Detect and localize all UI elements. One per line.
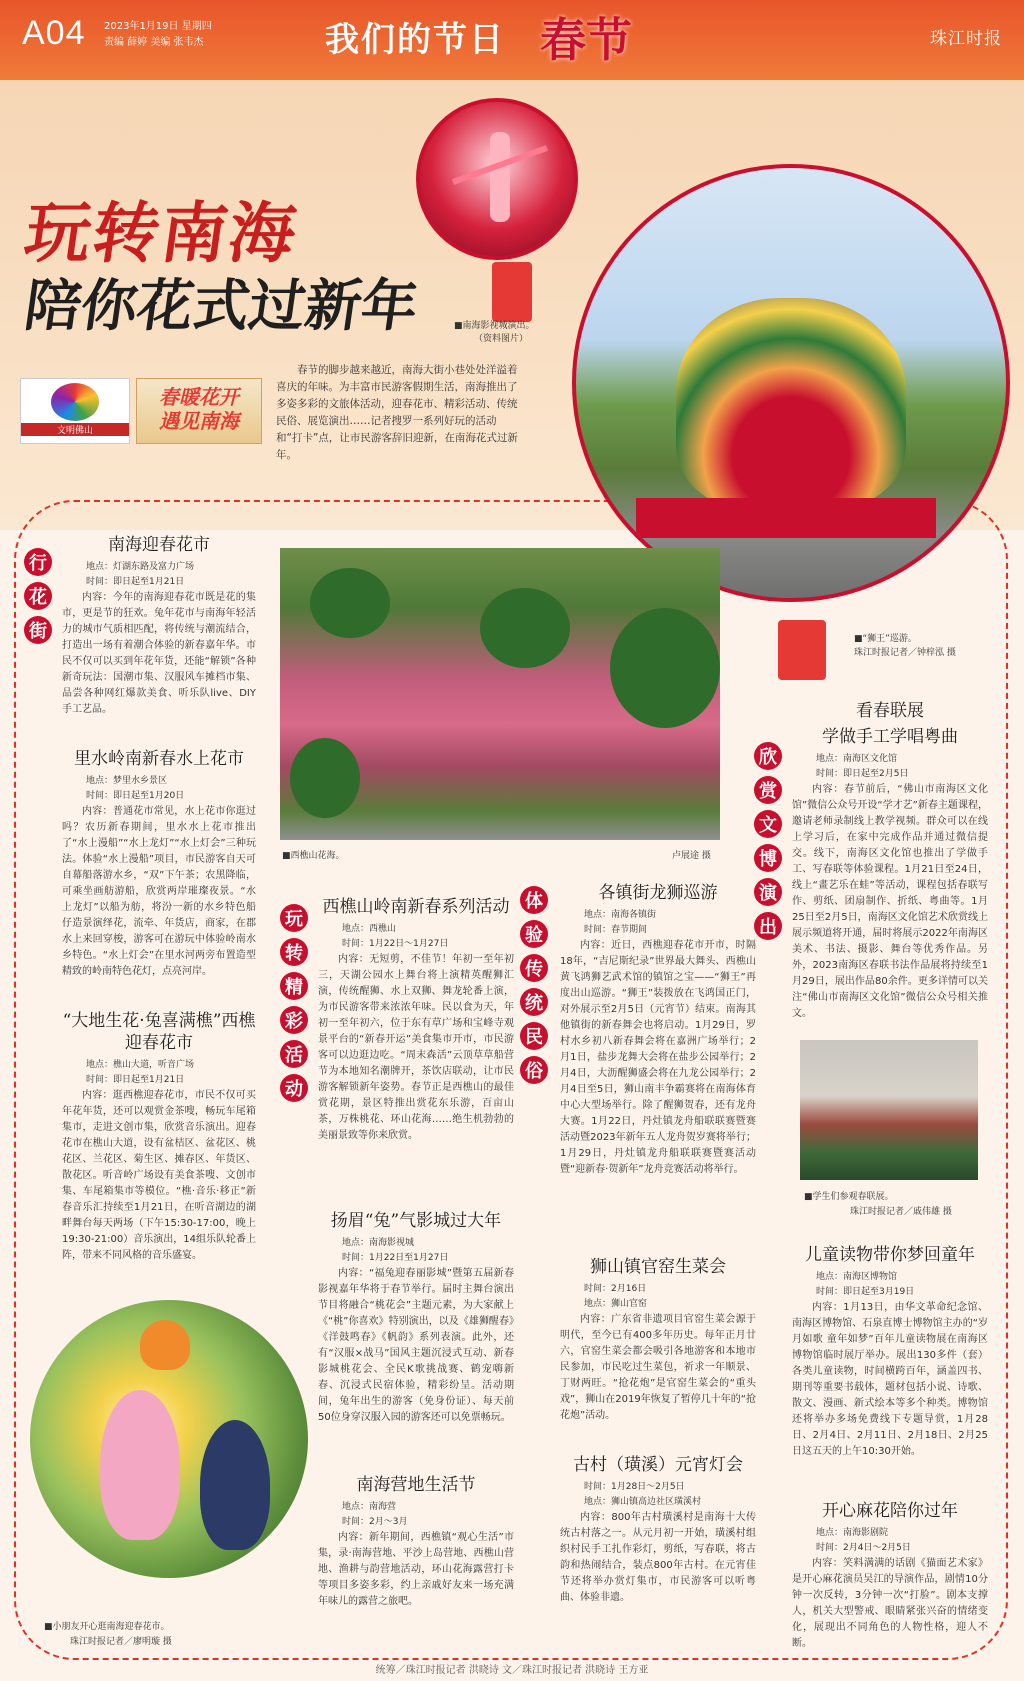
logo-ring-icon [51,383,99,421]
tree [610,608,720,728]
label-char: 玩 [280,904,308,932]
article-body: 内容：广东省非遗项目官窑生菜会源于明代，至今已有400多年历史。每年正月廿六，官窑生菜会都会吸引各地游客和本地市民参加，市民吃过生菜包，祈求一年顺景、丁财两旺。“抢花炮”是官窑生菜会的“重头戏”，狮山在2019年恢复了暂停几十年的“抢花炮”活动。 [560,1314,756,1421]
parade-cart [636,498,936,538]
caption-line: ■“狮王”巡游。 [854,634,917,644]
article-water-market [62,748,256,980]
article-body: 内容：800年古村璜溪村是南海十大传统古村落之一。从元月初一开始，璜溪村组织村民手工扎作彩灯，剪纸，写春联，将古韵和热闹结合，装点800年古村。在元宵佳节还将举办赏灯集市，市民游客可以听粤曲、体验非遗。 [560,1512,756,1603]
editors-line: 责编 薛婷 美编 张韦杰 [104,37,204,48]
article-body: 内容：新年期间，西樵镇“观心生活”市集，录·南海营地、平沙上岛营地、西樵山营地、渔耕与韵营地活动，环山花海露营打卡等项目多姿多彩，约上亲戚好友来一场充满年味儿的露营之旅吧。 [318,1532,514,1607]
article-lettuce-fair [560,1256,756,1424]
article-title: 西樵山岭南新春系列活动 [322,897,510,917]
caption-credit: （资料图片） [474,334,529,344]
label-char: 赏 [754,776,782,804]
article-place: 地点：南海营 [342,1502,397,1512]
intro-paragraph: 春节的脚步越来越近，南海大街小巷处处洋溢着喜庆的年味。为丰富市民游客假期生活，南海推出了多姿多彩的文旅体活动，迎春花市、精彩活动、传统民俗、展览演出……记者搜罗一系列好玩的活动和“打卡”点，让市民游客辞旧迎新，在南海花式过新年。 [276,364,518,461]
civilization-logo [20,378,130,444]
article-mahua-comedy [792,1500,988,1652]
lion-head-figure [676,298,906,508]
article-time: 时间：即日起至1月21日 [86,1075,185,1085]
article-camp-festival [318,1474,514,1610]
article-title: 里水岭南新春水上花市 [74,749,244,769]
hill-photo-caption: ■西樵山花海。 [282,851,345,861]
dancer-figure [490,132,510,222]
label-char: 街 [24,616,52,644]
hill-photo-credit: 卢展途 摄 [672,851,711,861]
label-char: 活 [280,1040,308,1068]
article-body: 内容：无短剪，不佳节！年初一至年初三，天湖公园水上舞台将上演精英醒狮汇演，传统醒狮、水上双狮、舞龙轮番上演，为市民游客带来浓浓年味。民以食为天，年初一至年初六，位于东有草广场和宝峰寺观景平台的“新春开运”美食集市开市，市民游客可以边逛边吃。“周末森活”云顶草草船营节为本地知名潮牌开，茶饮店联动，让市民游客解锁新年姿势。春节正是西樵山的最佳赏花期，景区特推出赏花东乐游，百亩山茶，万株桃花、环山花海……绝生机勃勃的美丽景致等你来欣赏。 [318,954,514,1141]
headline-line-1: 玩转南海 [19,194,303,272]
label-char: 传 [520,954,548,982]
slogan-badge [136,378,262,444]
article-time: 时间：2月～3月 [342,1517,408,1527]
couplet-exhibition-photo [800,1040,978,1180]
article-title: 各镇街龙狮巡游 [598,883,718,903]
label-folk-customs [520,886,548,1090]
article-title: 狮山镇官窑生菜会 [590,1257,726,1277]
headline-line-2: 陪你花式过新年 [20,273,423,339]
article-time: 时间：春节期间 [584,925,648,935]
article-place: 地点：灯湖东路及富力广场 [86,562,195,572]
label-flower-street [24,548,52,650]
article-xiqiao-series [318,896,514,1144]
article-body: 内容：逛西樵迎春花市，市民不仅可买年花年货，还可以观赏金茶嗖，畅玩车尾箱集市，走进文创市集，欣赏音乐演出。迎春花市在樵山大道，设有盆桔区、盆花区、桃花区、兰花区、菊生区、摊春区、年货区、散花区。听音岭广场设有美食茶嗖、文创市集、车尾箱集市等模位。“樵·音乐·移正”新春音乐汇持续至1月21日，在听音湖边的湖畔舞台每天两场（下午15:30-17:00，晚上19:30-21:00）音乐演出，14组乐队轮番上阵，带来不同风格的音乐盛宴。 [62,1090,256,1261]
slogan-line: 遇见南海 [159,409,239,433]
caption-line: ■小朋友开心逛南海迎春花市。 [44,1622,170,1632]
article-time: 时间：即日起至3月19日 [816,1287,915,1297]
lion-photo-caption [854,632,956,660]
stage-photo-caption [454,320,535,346]
label-char: 花 [24,582,52,610]
lantern-bottom-decoration [778,620,826,680]
article-body: 内容：普通花市常见，水上花市你逛过吗？农历新春期间，里水水上花市推出了“水上漫船”“水上龙灯”“水上灯会”三种玩法。体验“水上漫船”项目，市民游客自天可自幕船落游水乡，“双”下午茶；农黑降临，可乘坐画舫游船，欣赏两岸璀璨夜景。“水上龙灯”以船为舫，将汾一新的水乡特色船仔造景演绎花，流牵、年货店，商家，在郡水上来回穿梭，游客可在游玩中体验岭南水乡特色。“水上灯会”在里水河两旁布置造型精致的岭南特色花灯，点亮河岸。 [62,806,256,977]
kids-photo-caption [44,1620,172,1650]
lion-parade-photo [572,164,1010,602]
article-time: 时间：2月4日～2月5日 [816,1543,911,1553]
label-char: 民 [520,1022,548,1050]
article-film-city [318,1210,514,1426]
article-body: 内容：今年的南海迎春花市既是花的集市，更是节的狂欢。兔年花市与南海年轻活力的城市气质相匹配，将传统与潮流结合，打造出一场有着潮合体验的新春嘉年华。市民不仅可以买到年花年货，还能“解锁”各种新奇玩法：国潮市集、汉服风车摊档市集、品尝各种网红爆款美食、听乐队live、DIY手工艺品。 [62,592,256,715]
label-activities [280,904,308,1108]
article-place: 地点：狮山官窑 [584,1299,648,1309]
article-flower-market [62,534,256,718]
lantern-top-decoration [492,262,532,322]
tree [290,738,360,818]
article-body: 内容：春节前后，“佛山市南海区文化馆”微信公众号开设“学才艺”新春主题课程，邀请老师录制线上教学视频。群众可以在线上学习后，在家中完成作品并通过微信提交。线下，南海区文化馆也推出了学做手工、写春联等体验课程。1月21日至24日，线上“畫艺乐在蛙”等活动，课程包括春联写作、剪纸、团扇制作、折纸、粤曲等。1月25日至2月5日，南海区文化馆艺术欣赏线上展示频道将开通，届时将展示2022年南海区美术、书法、摄影、舞台等优秀作品。另外，2023南海区春联书法作品展将持续至1月29日，展出作品80余件。更多详情可以关注“佛山市南海区文化馆”微信公众号相关推文。 [792,784,988,1019]
adult-figure [200,1420,270,1550]
caption-line: ■学生们参观春联展。 [804,1192,894,1202]
logo-caption: 文明佛山 [21,423,129,436]
article-time: 时间：1月22日至1月27日 [342,1253,449,1263]
museum-photo-caption [804,1190,952,1220]
article-place: 地点：南海影视城 [342,1238,415,1248]
article-place: 地点：南海影剧院 [816,1528,889,1538]
article-place: 地点：梦里水乡景区 [86,776,168,786]
xiqiao-flower-sea-photo [280,548,720,840]
article-body: 内容：“福兔迎春丽影城”暨第五届新春影视嘉年华将于春节举行。届时主舞台演出节目将融合“桃花会”主题元素，为大家献上《“桃”你喜欢》特别演出，以及《雄狮醒春》《洋鼓鸣春》《帆韵》系列表演。此外，还有“汉服×战马”国风主题沉浸式互动、新春影城桃花会、全民K歌挑战赛、鹤宠嗨新春、沉浸式民宿体验，精彩纷呈。活动期间，兔年出生的游客（免身份证）、每天前50位身穿汉服入园的游客还可以免票畅玩。 [318,1268,514,1423]
article-body: 内容：笑料满满的话剧《猫面艺术家》是开心麻花演员吴江的导演作品，剧情10分钟一次反转，3分钟一次“打脸”。剧本支撑人，机关大型警戒、眼睛紧张兴奋的情绪变化，展现出不同角色的人物性格，迎人不断。 [792,1558,988,1649]
tree [310,568,390,638]
label-exhibitions [754,742,782,946]
child-figure [100,1390,180,1540]
newspaper-logo: 珠江时报 [930,29,1002,49]
article-time: 时间：1月22日～1月27日 [342,939,449,949]
label-char: 出 [754,912,782,940]
stage-performance-photo [416,98,578,260]
article-title: 开心麻花陪你过年 [822,1501,958,1521]
label-char: 博 [754,844,782,872]
label-char: 行 [24,548,52,576]
section-title: 我们的节日 [325,20,505,60]
slogan-line: 春暖花开 [159,385,239,409]
article-title: 看春联展 [856,701,924,721]
article-place: 地点：西樵山 [342,924,397,934]
caption-credit: 珠江时报记者／钟梓泓 摄 [854,648,956,658]
label-char: 俗 [520,1056,548,1084]
label-char: 验 [520,920,548,948]
label-char: 转 [280,938,308,966]
label-char: 文 [754,810,782,838]
article-title: 学做手工学唱粤曲 [822,727,958,747]
tree [480,588,570,668]
label-char: 彩 [280,1006,308,1034]
label-char: 统 [520,988,548,1016]
pinwheel [140,1320,190,1370]
label-char: 精 [280,972,308,1000]
article-title: 扬眉“兔”气影城过大年 [330,1211,502,1231]
label-char: 演 [754,878,782,906]
article-title: 南海营地生活节 [356,1475,476,1495]
footer-credits: 统筹／珠江时报记者 洪晓诗 文／珠江时报记者 洪晓诗 王方亚 [375,1665,649,1676]
label-char: 动 [280,1074,308,1102]
label-char: 体 [520,886,548,914]
article-title: 古村（璜溪）元宵灯会 [573,1455,743,1475]
issue-date: 2023年1月19日 星期四 [104,21,212,32]
article-place: 地点：南海区文化馆 [816,754,898,764]
article-body: 内容：1月13日，由华文革命纪念馆、南海区博物馆、石泉直博士博物馆主办的“岁月如歌 童年如梦”百年儿童读物展在南海区博物馆临时展厅举办。展出130多件（套）各类儿童读物，时间横跨百年，涵盖四书、期刊等重要书载体，题材包括小说、诗歌、散文、漫画、新式绘本等多个种类。博物馆还将举办多场免费线下专题导赏，1月28日、2月4日、2月11日、2月18日、2月25日这五天的上午10:30开始。 [792,1302,988,1457]
article-xiqiao-market [62,1010,256,1264]
caption-credit: 珠江时报记者／戚伟雄 摄 [850,1207,952,1217]
article-time: 时间：即日起至2月5日 [816,769,909,779]
page-number: A04 [22,14,86,52]
article-place: 地点：狮山镇高边社区璜溪村 [584,1497,702,1507]
article-time: 时间：即日起至1月21日 [86,577,185,587]
caption-credit: 珠江时报记者／廖明璇 摄 [70,1637,172,1647]
article-place: 地点：南海各镇街 [584,910,657,920]
article-lantern-festival [560,1454,756,1606]
article-title: “大地生花·兔喜满樵”西樵迎春花市 [62,1011,256,1053]
label-char: 欣 [754,742,782,770]
article-place: 地点：南海区博物馆 [816,1272,898,1282]
article-title: 南海迎春花市 [108,535,210,555]
article-couplet-exhibition [792,700,988,1022]
article-time: 时间：1月28日～2月5日 [584,1482,685,1492]
article-time: 时间：即日起至1月20日 [86,791,185,801]
article-children-books [792,1244,988,1460]
article-title: 儿童读物带你梦回童年 [805,1245,975,1265]
article-time: 时间：2月16日 [584,1284,647,1294]
article-lion-parade [560,882,756,1178]
kids-flower-market-photo [30,1300,308,1578]
article-body: 内容：近日，西樵迎春花市开市，时隔18年，“吉尼斯纪录”世界最大舞头、西樵山黄飞鸿狮艺武术馆的镇馆之宝——“狮王”再度出山巡游。“狮王”装拨放在飞鸿国正门，对外展示至2月5日（元宵节）结束。南海其他镇街的新春舞会也将启动。1月29日，罗村水乡初八新春舞会将在嘉洲广场举行；2月1日，盐步龙舞大会将在盐步公园举行；2月4日，大沥醒狮盛会将在九龙公园举行；2月4日至5日，狮山南丰争霸赛将在南海体育中心大型场举行。除了醒狮贺春，还有龙舟大赛。1月22日，丹灶镇龙舟船联联赛暨赛活动暨2023年新年五人龙舟贺岁赛将举行；1月29日，丹灶镇龙舟船联联赛暨赛活动暨“迎新春·贺新年”龙舟竞赛活动将举行。 [560,940,756,1175]
section-title-accent: 春节 [540,13,632,67]
article-place: 地点：樵山大道，听音广场 [86,1060,195,1070]
caption-line: ■南海影视城演出。 [454,321,535,331]
